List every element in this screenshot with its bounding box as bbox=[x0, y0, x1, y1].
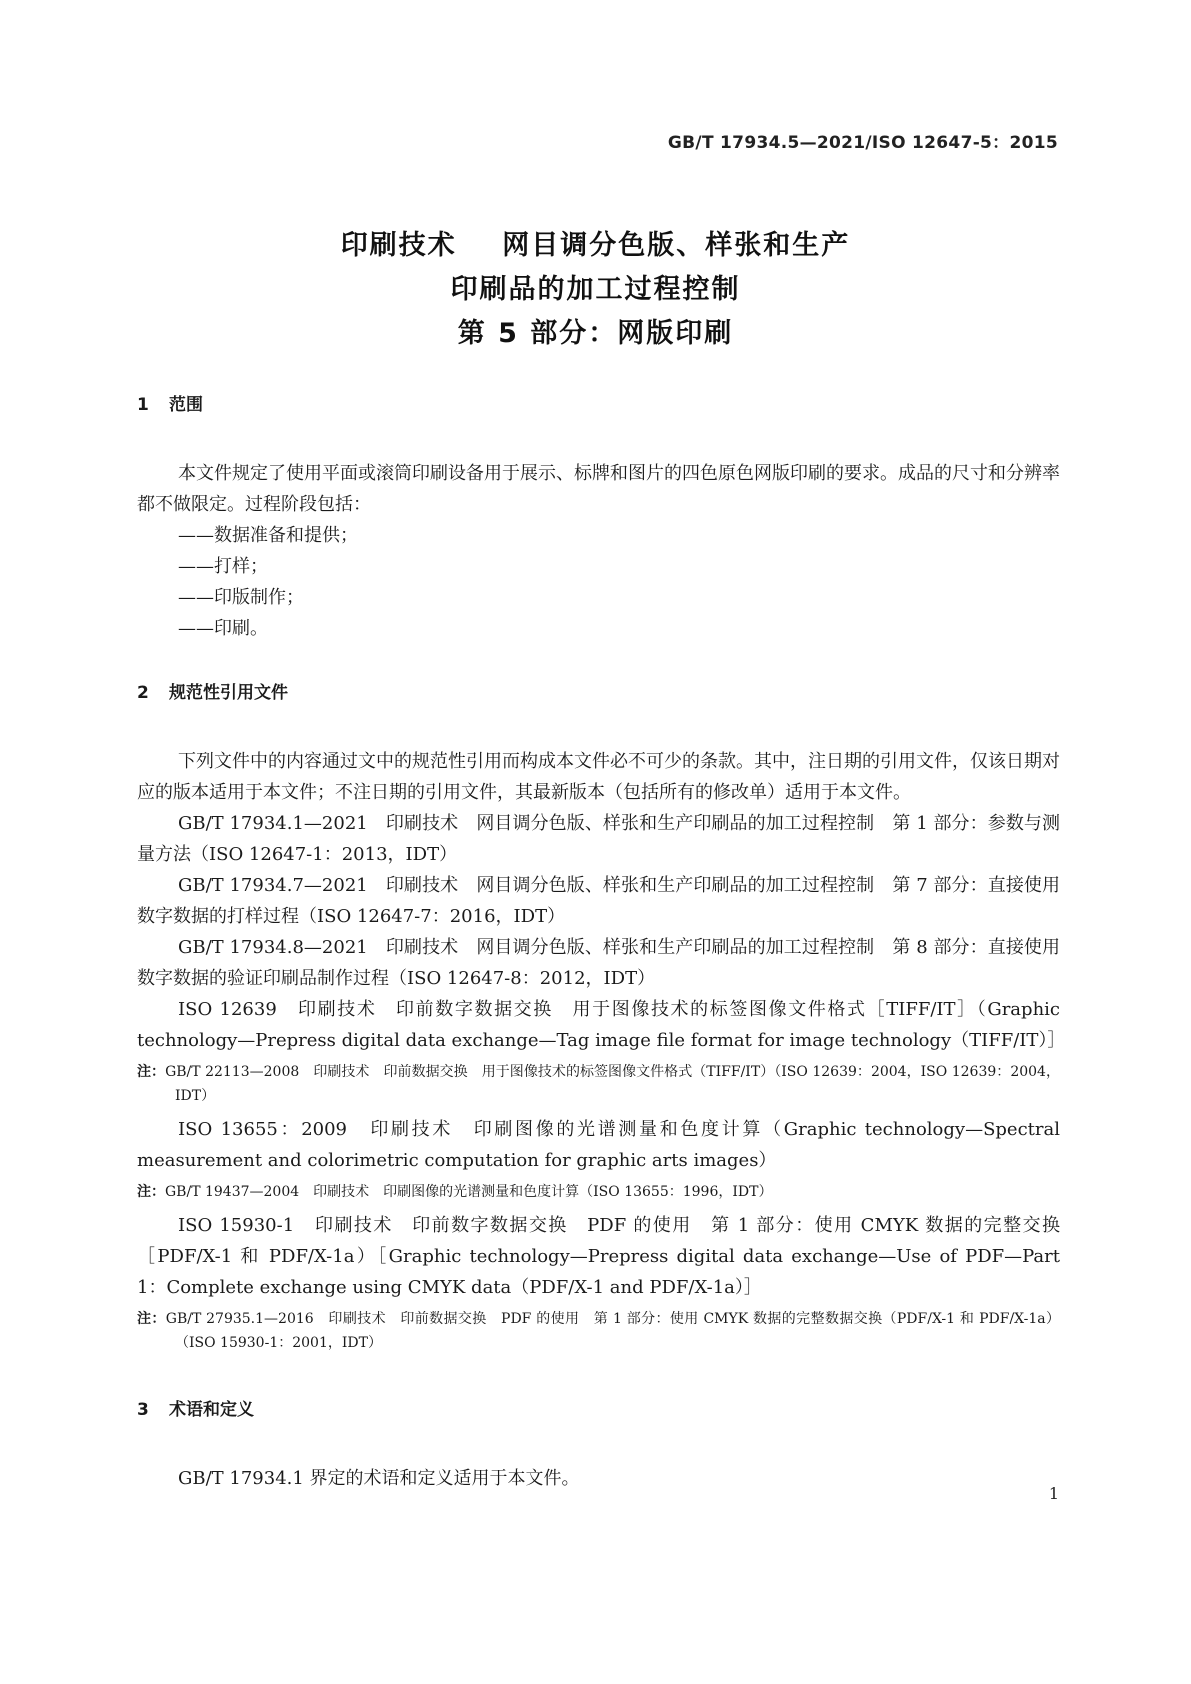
section-title: 规范性引用文件 bbox=[169, 683, 288, 703]
note-label: 注： bbox=[137, 1311, 166, 1327]
reference-entry: GB/T 17934.8—2021 印刷技术 网目调分色版、样张和生产印刷品的加工过程控制 第 8 部分：直接使用数字数据的验证印刷品制作过程（ISO 12647-8：2012，IDT） bbox=[137, 937, 1060, 989]
title-line-2: 印刷品的加工过程控制 bbox=[450, 274, 741, 305]
section-number: 3 bbox=[137, 1400, 149, 1420]
list-item: ——印刷。 bbox=[178, 618, 268, 639]
section-heading-scope bbox=[137, 392, 1060, 418]
title-line-3: 第 5 部分：网版印刷 bbox=[457, 318, 734, 349]
note-text: GB/T 27935.1—2016 印刷技术 印前数据交换 PDF 的使用 第 1 部分：使用 CMYK 数据的完整数据交换（PDF/X-1 和 PDF/X-1a）（ISO 15930-1：2001，IDT） bbox=[165, 1311, 1061, 1351]
normative-refs-intro: 下列文件中的内容通过文中的规范性引用而构成本文件必不可少的条款。其中，注日期的引用文件，仅该日期对应的版本适用于本文件；不注日期的引用文件，其最新版本（包括所有的修改单）适用于本文件。 bbox=[137, 751, 1060, 803]
section-heading-terms bbox=[137, 1397, 1060, 1423]
section-heading-normative-refs bbox=[137, 680, 1060, 706]
reference-entry: GB/T 17934.1—2021 印刷技术 网目调分色版、样张和生产印刷品的加工过程控制 第 1 部分：参数与测量方法（ISO 12647-1：2013，IDT） bbox=[137, 813, 1060, 865]
list-item: ——数据准备和提供； bbox=[178, 525, 358, 546]
section-number: 2 bbox=[137, 683, 149, 703]
section-title: 范围 bbox=[169, 395, 203, 415]
list-item: ——打样； bbox=[178, 556, 268, 577]
reference-note bbox=[137, 1307, 1060, 1355]
standard-number: GB/T 17934.5—2021/ISO 12647-5：2015 bbox=[667, 133, 1058, 153]
reference-note bbox=[137, 1060, 1060, 1108]
section-number: 1 bbox=[137, 395, 149, 415]
note-text: GB/T 22113—2008 印刷技术 印前数据交换 用于图像技术的标签图像文件格式（TIFF/IT）（ISO 12639：2004，ISO 12639：2004，IDT） bbox=[165, 1064, 1061, 1104]
title-line-1: 印刷技术 网目调分色版、样张和生产 bbox=[340, 230, 851, 261]
reference-entry: ISO 12639 印刷技术 印前数字数据交换 用于图像技术的标签图像文件格式［TIFF/IT］（Graphic technology—Prepress digital data exchange—Tag image file format for image technology（TIFF/IT）］ bbox=[137, 999, 1066, 1051]
terms-paragraph: GB/T 17934.1 界定的术语和定义适用于本文件。 bbox=[178, 1468, 580, 1489]
reference-note bbox=[137, 1180, 1060, 1204]
list-item: ——印版制作； bbox=[178, 587, 304, 608]
note-label: 注： bbox=[137, 1064, 166, 1080]
note-text: GB/T 19437—2004 印刷技术 印刷图像的光谱测量和色度计算（ISO 13655：1996，IDT） bbox=[165, 1184, 773, 1200]
note-label: 注： bbox=[137, 1184, 165, 1200]
reference-entry: ISO 15930-1 印刷技术 印前数字数据交换 PDF 的使用 第 1 部分：使用 CMYK 数据的完整交换［PDF/X-1 和 PDF/X-1a）［Graphic technology—Prepress digital data exchange—Use of PDF—Part 1：Complete exchange using CMYK data（PDF/X-1 and PDF/X-1a）］ bbox=[137, 1215, 1060, 1298]
document-body bbox=[137, 392, 1066, 1494]
page-number: 1 bbox=[1048, 1484, 1059, 1503]
reference-entry: ISO 13655：2009 印刷技术 印刷图像的光谱测量和色度计算（Graphic technology—Spectral measurement and colorimetric computation for graphic arts images） bbox=[137, 1119, 1060, 1171]
scope-paragraph: 本文件规定了使用平面或滚筒印刷设备用于展示、标牌和图片的四色原色网版印刷的要求。成品的尺寸和分辨率都不做限定。过程阶段包括： bbox=[137, 463, 1060, 515]
section-title: 术语和定义 bbox=[169, 1400, 254, 1420]
reference-entry: GB/T 17934.7—2021 印刷技术 网目调分色版、样张和生产印刷品的加工过程控制 第 7 部分：直接使用数字数据的打样过程（ISO 12647-7：2016，IDT） bbox=[137, 875, 1060, 927]
document-title bbox=[0, 224, 1191, 356]
